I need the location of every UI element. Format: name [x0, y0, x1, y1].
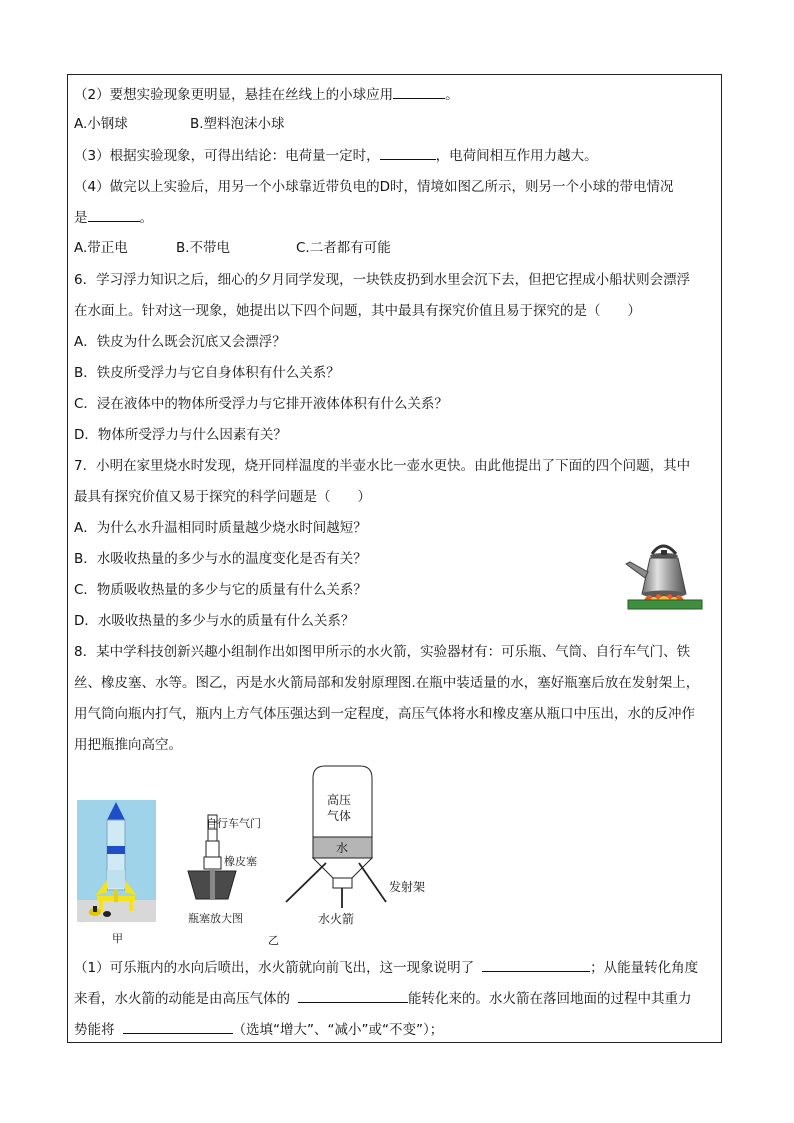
q7-option-a: A．为什么水升温相同时质量越少烧水时间越短？: [74, 520, 367, 536]
q8-part1-line2: 来看，水火箭的动能是由高压气体的 能转化来的。水火箭在落回地面的过程中其重力: [74, 988, 692, 1009]
answer-blank[interactable]: [482, 957, 590, 972]
answer-blank[interactable]: [123, 1019, 233, 1034]
answer-blank[interactable]: [380, 145, 436, 160]
q8-stem-line2: 丝、橡皮塞、水等。图乙，丙是水火箭局部和发射原理图.在瓶中装适量的水，塞好瓶塞后放在发射架上，: [74, 675, 700, 691]
q8-part1-line1: （1）可乐瓶内的水向后喷出，水火箭就向前飞出，这一现象说明了 ；从能量转化角度: [74, 957, 698, 978]
q5-part2-options: A.小钢球 B.塑料泡沫小球: [74, 116, 285, 132]
q7-option-d: D．水吸收热量的多少与水的质量有什么关系？: [74, 613, 355, 629]
water-rocket-photo: [77, 800, 156, 922]
figure-label-yi: 乙: [268, 934, 279, 947]
launch-principle-diagram: [282, 762, 394, 910]
rocket-label: 水火箭: [318, 912, 355, 926]
valve-label: 自行车气门: [206, 817, 261, 830]
q6-option-b: B．铁皮所受浮力与它自身体积有什么关系？: [74, 365, 340, 381]
q5-part4-options: A.带正电 B.不带电 C.二者都有可能: [74, 240, 391, 256]
q8-stem-line3: 用气筒向瓶内打气，瓶内上方气体压强达到一定程度，高压气体将水和橡皮塞从瓶口中压出，水的反冲作: [74, 706, 695, 722]
q6-option-a: A．铁皮为什么既会沉底又会漂浮？: [74, 334, 286, 350]
q8-stem-line1: 8．某中学科技创新兴趣小组制作出如图甲所示的水火箭，实验器材有：可乐瓶、气筒、自行车气门、铁: [74, 644, 691, 660]
gas-label-line2: 气体: [327, 809, 352, 823]
q7-option-b: B．水吸收热量的多少与水的温度变化是否有关？: [74, 551, 367, 567]
q7-option-c: C．物质吸收热量的多少与它的质量有什么关系？: [74, 582, 367, 598]
gas-label-line1: 高压: [327, 793, 352, 807]
kettle-on-stove-image: [620, 536, 706, 612]
q5-part4-line2: 是 。: [74, 207, 153, 228]
q6-option-c: C．浸在液体中的物体所受浮力与它排开液体体积有什么关系？: [74, 396, 448, 412]
q6-option-d: D．物体所受浮力与什么因素有关？: [74, 427, 287, 443]
answer-blank[interactable]: [393, 84, 445, 99]
water-label: 水: [336, 841, 349, 855]
answer-blank[interactable]: [88, 207, 140, 222]
figure-label-jia: 甲: [112, 932, 123, 945]
q6-stem-line1: 6．学习浮力知识之后，细心的夕月同学发现，一块铁皮扔到水里会沉下去，但把它捏成小船状则会漂浮: [74, 272, 691, 288]
q7-stem-line1: 7．小明在家里烧水时发现，烧开同样温度的半壶水比一壶水更快。由此他提出了下面的四个问题，其中: [74, 458, 691, 474]
q5-part4-line1: （4）做完以上实验后，用另一个小球靠近带负电的D时，情境如图乙所示，则另一个小球的带电情况: [74, 179, 674, 195]
q5-part3: （3）根据实验现象，可得出结论：电荷量一定时， ，电荷间相互作用力越大。: [74, 145, 598, 166]
q8-part1-line3: 势能将 （选填“增大”、“减小”或“不变”）；: [74, 1019, 443, 1040]
q8-stem-line4: 用把瓶推向高空。: [74, 737, 182, 753]
answer-blank[interactable]: [298, 988, 408, 1003]
launcher-label: 发射架: [389, 880, 426, 894]
q6-stem-line2: 在水面上。针对这一现象，她提出以下四个问题，其中最具有探究价值且易于探究的是（ ）: [74, 303, 641, 319]
plug-label: 橡皮塞: [224, 855, 257, 868]
plug-zoom-label: 瓶塞放大图: [188, 912, 243, 925]
q7-stem-line2: 最具有探究价值又易于探究的科学问题是（ ）: [74, 489, 371, 505]
q5-part2: （2）要想实验现象更明显，悬挂在丝线上的小球应用 。: [74, 84, 459, 105]
